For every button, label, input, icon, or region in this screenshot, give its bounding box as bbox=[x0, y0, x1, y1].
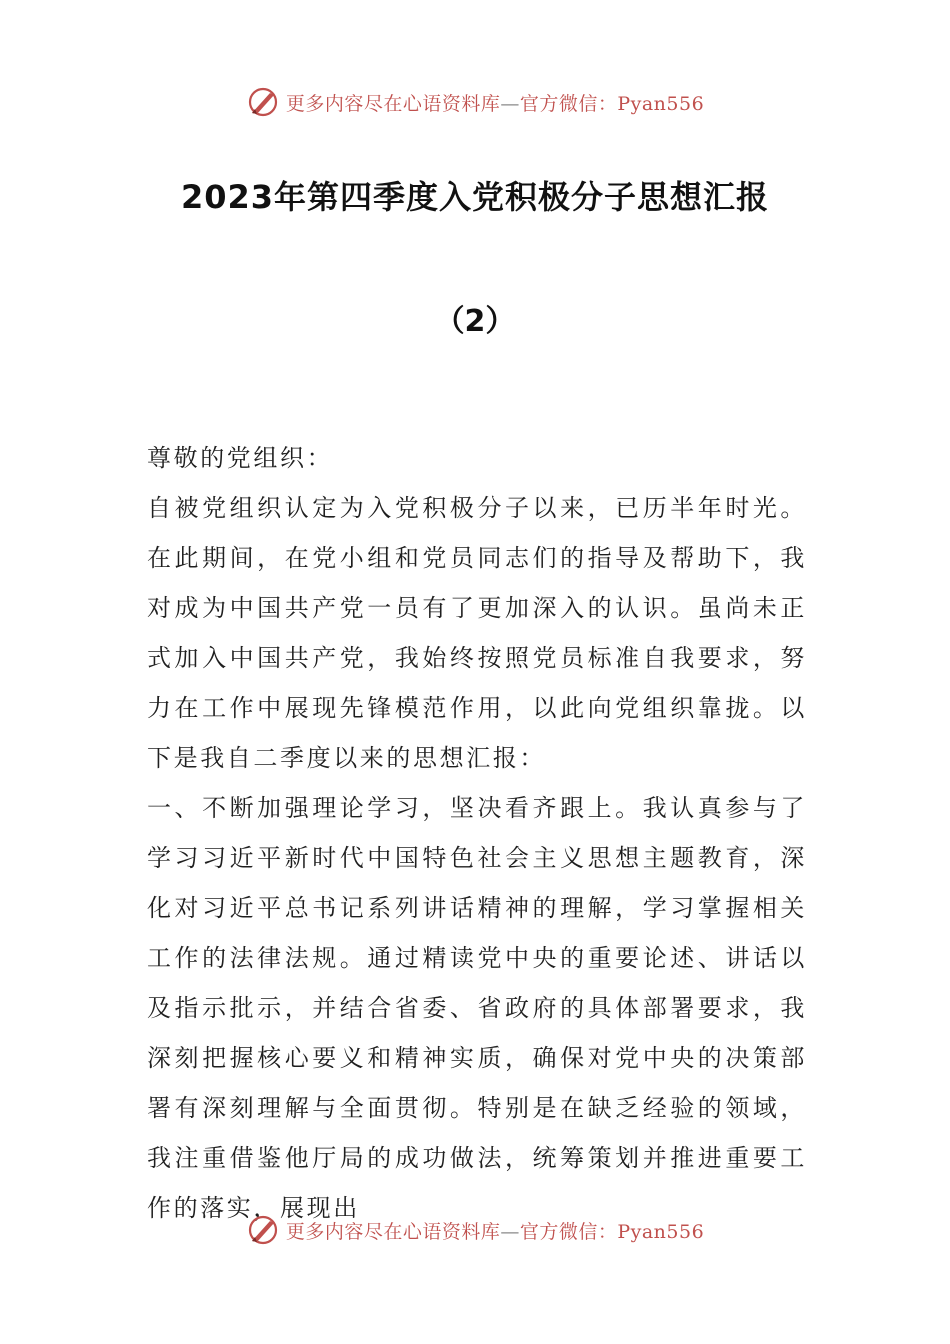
document-body bbox=[147, 433, 807, 1233]
document-title: 2023年第四季度入党积极分子思想汇报 bbox=[180, 178, 770, 216]
pen-logo-icon bbox=[246, 85, 280, 119]
document-subtitle: （2） bbox=[434, 304, 516, 339]
paragraph-section-one: 一、不断加强理论学习，坚决看齐跟上。我认真参与了学习习近平新时代中国特色社会主义思想主题教育，深化对习近平总书记系列讲话精神的理解，学习掌握相关工作的法律法规。通过精读党中央的重要论述、讲话以及指示批示，并结合省委、省政府的具体部署要求，我深刻把握核心要义和精神实质，确保对党中央的决策部署有深刻理解与全面贯彻。特别是在缺乏经验的领域，我注重借鉴他厅局的成功做法，统筹策划并推进重要工作的落实，展现出 bbox=[147, 794, 807, 1222]
watermark-text: 更多内容尽在心语资料库—官方微信：Pyan556 bbox=[285, 1220, 705, 1243]
salutation: 尊敬的党组织： bbox=[147, 444, 334, 472]
watermark-banner-top bbox=[0, 82, 950, 122]
pen-logo-icon bbox=[246, 1213, 280, 1247]
paragraph-intro: 自被党组织认定为入党积极分子以来，已历半年时光。在此期间，在党小组和党员同志们的指导及帮助下，我对成为中国共产党一员有了更加深入的认识。虽尚未正式加入中国共产党，我始终按照党员标准自我要求，努力在工作中展现先锋模范作用，以此向党组织靠拢。以下是我自二季度以来的思想汇报： bbox=[147, 494, 807, 772]
watermark-text: 更多内容尽在心语资料库—官方微信：Pyan556 bbox=[285, 92, 705, 115]
watermark-banner-bottom bbox=[0, 1210, 950, 1250]
